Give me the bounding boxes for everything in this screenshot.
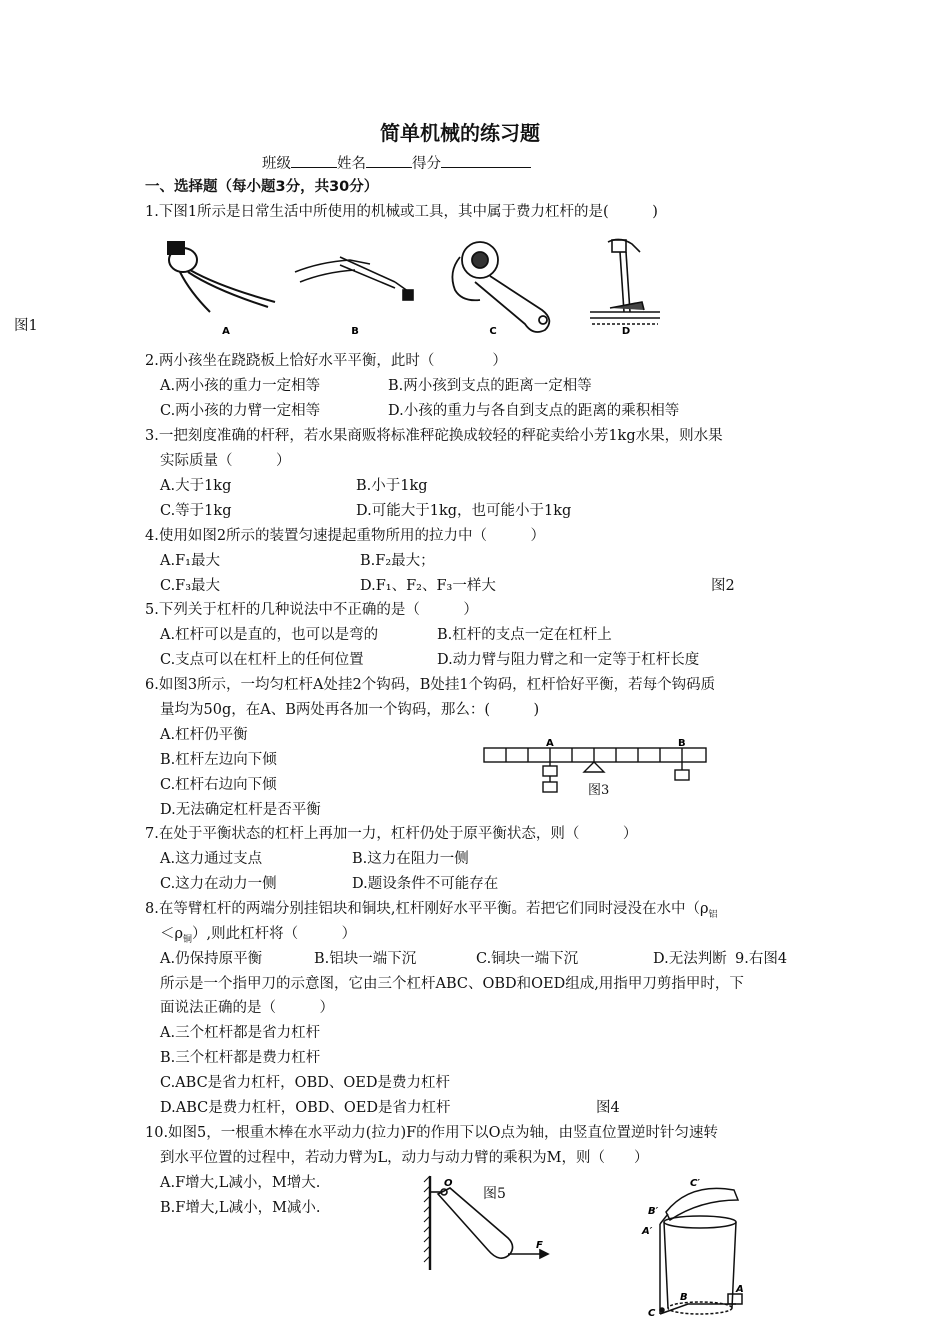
question-8-stem-line1: [145, 900, 717, 924]
question-6-option-c: C.杠杆右边向下倾: [160, 777, 277, 793]
question-1-stem: 1.下图1所示是日常生活中所使用的机械或工具，其中属于费力杠杆的是( ): [145, 204, 658, 220]
weights-at-a: [543, 762, 557, 792]
point-b-label: B: [678, 738, 686, 749]
question-5-stem: 5.下列关于杠杆的几种说法中不正确的是（ ）: [145, 602, 478, 618]
question-8-option-d: D.无法判断: [653, 951, 727, 967]
question-8-option-a: A.仍保持原平衡: [160, 951, 263, 967]
question-3-option-b: B.小于1kg: [356, 478, 428, 494]
tool-label-b: B: [351, 326, 359, 337]
question-2-option-d: D.小孩的重力与各自到支点的距离的乘积相等: [388, 403, 680, 419]
score-blank: [441, 153, 531, 168]
screwdriver-icon: [295, 257, 413, 300]
bin-label-a-prime: A′: [642, 1226, 653, 1237]
question-2-option-a: A.两小孩的重力一定相等: [160, 378, 321, 394]
figure-4-label: 图4: [596, 1100, 620, 1116]
question-7-option-c: C.这力在动力一侧: [160, 876, 277, 892]
pincers-icon: [168, 242, 275, 312]
figure-5-rod: [420, 1172, 560, 1272]
class-blank: [291, 153, 337, 168]
question-10-option-a: A.F增大,L减小，M增大.: [160, 1175, 321, 1191]
question-8-stem-text: 8.在等臂杠杆的两端分别挂铝块和铜块,杠杆刚好水平平衡。若把它们同时浸没在水中（ρ: [145, 901, 709, 917]
bin-label-a: A: [736, 1284, 744, 1295]
question-9-option-c: C.ABC是省力杠杆，OBD、OED是费力杠杆: [160, 1075, 450, 1091]
tool-label-c: C: [489, 326, 497, 337]
question-10-option-b: B.F增大,L减小，M减小.: [160, 1200, 321, 1216]
figure-1-label: 图1: [14, 318, 38, 334]
question-6-option-d: D.无法确定杠杆是否平衡: [160, 802, 321, 818]
question-2-stem: 2.两小孩坐在跷跷板上恰好水平平衡，此时（ ）: [145, 353, 507, 369]
question-6-option-a: A.杠杆仍平衡: [160, 727, 248, 743]
question-8-stem-line2: [160, 925, 356, 949]
question-5-option-d: D.动力臂与阻力臂之和一定等于杠杆长度: [437, 652, 700, 668]
bin-lid: [666, 1188, 738, 1220]
subscript-cu: 铜: [183, 934, 193, 945]
bin-label-c-prime: C′: [690, 1178, 700, 1189]
pry-bar-icon: [590, 239, 660, 324]
class-label: 班级: [262, 156, 291, 172]
point-a-label: A: [546, 738, 554, 749]
subscript-al: 铝: [708, 909, 718, 920]
question-3-option-c: C.等于1kg: [160, 503, 232, 519]
bin-label-b: B: [680, 1292, 688, 1303]
question-7-option-a: A.这力通过支点: [160, 851, 263, 867]
section-heading: 一、选择题（每小题3分，共30分）: [145, 179, 379, 195]
pedal: [728, 1294, 742, 1304]
question-3-stem-line2: 实际质量（ ）: [160, 453, 291, 469]
question-6-stem-line1: 6.如图3所示，一均匀杠杆A处挂2个钩码，B处挂1个钩码，杠杆恰好平衡，若每个钩码质: [145, 677, 716, 693]
question-4-option-b: B.F₂最大；: [360, 553, 435, 569]
tool-label-d: D: [621, 326, 631, 337]
question-7-option-b: B.这力在阻力一侧: [352, 851, 469, 867]
question-4-option-d: D.F₁、F₂、F₃一样大: [360, 578, 496, 594]
weight-at-b: [675, 762, 689, 780]
student-info: [262, 153, 531, 173]
question-10-stem-line1: 10.如图5，一根重木棒在水平动力(拉力)F的作用下以O点为轴，由竖直位置逆时针匀速转: [145, 1125, 719, 1141]
fig5-f-label: F: [536, 1240, 543, 1251]
question-7-stem: 7.在处于平衡状态的杠杆上再加一力，杠杆仍处于原平衡状态，则（ ）: [145, 826, 638, 842]
question-3-stem-line1: 3.一把刻度准确的杆秤，若水果商贩将标准秤砣换成较轻的秤砣卖给小芳1kg水果，则水果: [145, 428, 723, 444]
bottle-opener-icon: [452, 242, 549, 332]
question-2-option-b: B.两小孩到支点的距离一定相等: [388, 378, 592, 394]
name-label: 姓名: [337, 156, 366, 172]
question-9-stem-start: 9.右图4: [735, 951, 788, 967]
tool-label-a: A: [222, 326, 230, 337]
fulcrum-icon: [584, 762, 604, 772]
question-9-option-a: A.三个杠杆都是省力杠杆: [160, 1025, 321, 1041]
question-4-stem: 4.使用如图2所示的装置匀速提起重物所用的拉力中（ ）: [145, 528, 546, 544]
figure-5-label: 图5: [483, 1186, 506, 1202]
question-8-option-c: C.铜块一端下沉: [476, 951, 579, 967]
name-blank: [366, 153, 412, 168]
bin-label-b-prime: B′: [648, 1206, 659, 1217]
question-5-option-b: B.杠杆的支点一定在杠杆上: [437, 627, 612, 643]
figure-pedal-bin: [640, 1176, 760, 1344]
question-6-stem-line2: 量均为50g，在A、B两处再各加一个钩码，那么：( ): [160, 702, 540, 718]
bin-label-c: C: [648, 1308, 656, 1319]
figure-1-tools: [150, 232, 670, 342]
figure-2-label: 图2: [711, 578, 735, 594]
wooden-rod: [438, 1188, 513, 1258]
question-4-option-a: A.F₁最大: [160, 553, 220, 569]
figure-3-label: 图3: [588, 783, 610, 798]
question-10-stem-line2: 到水平位置的过程中，若动力臂为L，动力与动力臂的乘积为M，则（ ）: [160, 1150, 649, 1166]
question-5-option-c: C.支点可以在杠杆上的任何位置: [160, 652, 364, 668]
question-8-rho: ＜ρ: [160, 926, 184, 942]
question-3-option-a: A.大于1kg: [160, 478, 232, 494]
question-9-option-b: B.三个杠杆都是费力杠杆: [160, 1050, 321, 1066]
question-4-option-c: C.F₃最大: [160, 578, 221, 594]
question-9-stem-line3: 面说法正确的是（ ）: [160, 1000, 334, 1016]
question-3-option-d: D.可能大于1kg，也可能小于1kg: [356, 503, 572, 519]
question-6-option-b: B.杠杆左边向下倾: [160, 752, 277, 768]
question-8-option-b: B.铝块一端下沉: [314, 951, 417, 967]
bin-rim: [664, 1216, 736, 1228]
question-2-option-c: C.两小孩的力臂一定相等: [160, 403, 321, 419]
fig5-o-label: O: [444, 1178, 453, 1189]
score-label: 得分: [412, 156, 441, 172]
question-9-stem-line2: 所示是一个指甲刀的示意图，它由三个杠杆ABC、OBD和OED组成,用指甲刀剪指甲时，下: [160, 976, 744, 992]
lever-beam: [484, 748, 706, 762]
page-title: 简单机械的练习题: [380, 121, 540, 145]
question-8-stem-end: ）,则此杠杆将（ ）: [192, 926, 357, 942]
question-5-option-a: A.杠杆可以是直的，也可以是弯的: [160, 627, 379, 643]
question-9-option-d: D.ABC是费力杠杆，OBD、OED是省力杠杆: [160, 1100, 451, 1116]
question-7-option-d: D.题设条件不可能存在: [352, 876, 499, 892]
